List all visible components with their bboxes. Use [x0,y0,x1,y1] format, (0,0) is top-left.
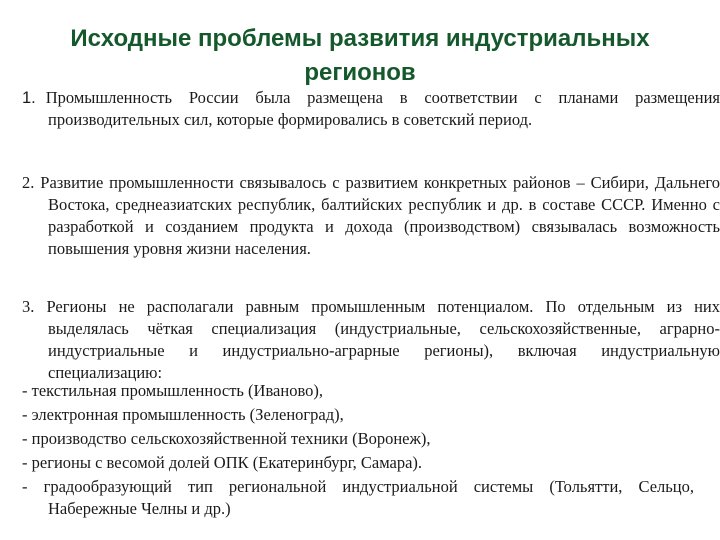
point-1-text: Промышленность России была размещена в соответствии с планами размещения производительных сил, которые формировались в советский период. [45,88,720,129]
point-2-text: Развитие промышленности связывалось с развитием конкретных районов – Сибири, Дальнего Востока, среднеазиатских республик, балтийских республик и др. в составе СССР. Именно с разработкой и созданием продукта и дохода (производством) связывалась возможность повышения уровня жизни населения. [40,173,720,258]
list-item: - электронная промышленность (Зеленоград), [22,405,344,424]
specialization-list [22,380,694,522]
point-2 [22,172,720,260]
point-3 [22,296,720,384]
point-1-number: 1. [22,89,36,107]
point-3-number: 3. [22,297,35,316]
point-2-number: 2. [22,173,35,192]
list-item: - градообразующий тип региональной индустриальной системы (Тольятти, Сельцо, Набережные Челны и др.) [22,477,694,518]
point-1 [22,87,720,131]
list-item: - текстильная промышленность (Иваново), [22,381,323,400]
point-3-text: Регионы не располагали равным промышленным потенциалом. По отдельным из них выделялась чёткая специализация (индустриальные, сельскохозяйственные, аграрно-индустриальные и индустриально-аграрные регионы), включая индустриальную специализацию: [46,297,720,382]
list-item: - производство сельскохозяйственной техники (Воронеж), [22,429,431,448]
list-item: - регионы с весомой долей ОПК (Екатеринбург, Самара). [22,453,423,472]
page-title: Исходные проблемы развития индустриальных регионов [70,25,650,86]
